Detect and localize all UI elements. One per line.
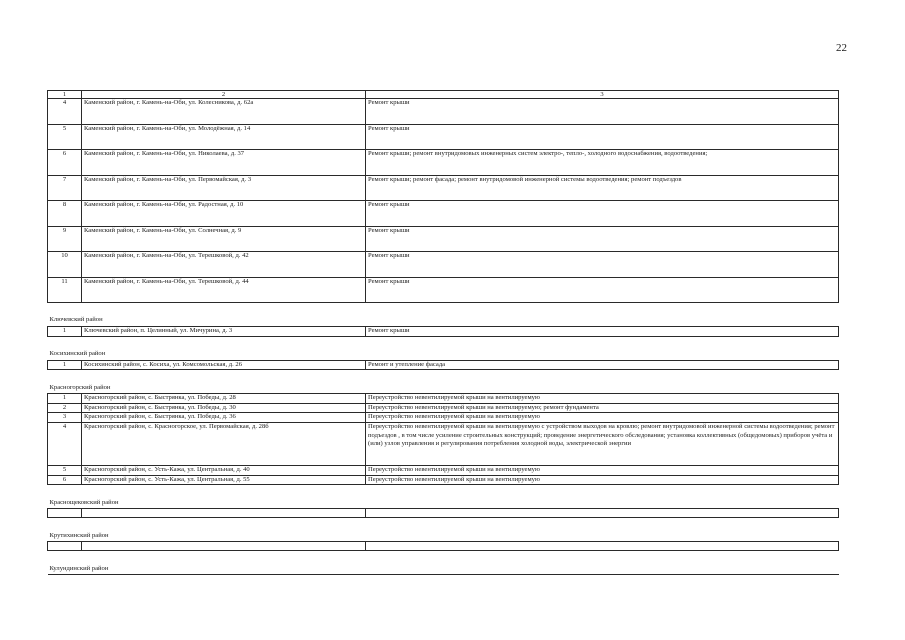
row-number: 8 bbox=[48, 201, 82, 227]
row-number bbox=[48, 509, 82, 518]
table-row bbox=[48, 201, 839, 227]
row-work-type: Ремонт крыши; ремонт внутридомовых инженерных систем электро-, тепло-, холодного водоснабжения, водоотведения; bbox=[366, 150, 839, 176]
row-number: 3 bbox=[48, 413, 82, 423]
row-address: Каменский район, г. Камень-на-Оби, ул. Николаева, д. 37 bbox=[82, 150, 366, 176]
district-heading-row bbox=[48, 336, 839, 360]
row-number bbox=[48, 542, 82, 551]
empty-table-row bbox=[48, 509, 839, 518]
row-number: 5 bbox=[48, 124, 82, 150]
row-number: 9 bbox=[48, 226, 82, 252]
table-row bbox=[48, 475, 839, 485]
row-number: 11 bbox=[48, 277, 82, 303]
district-title: Крутихинский район bbox=[48, 518, 839, 542]
table-row bbox=[48, 99, 839, 125]
table-row bbox=[48, 422, 839, 465]
row-number: 6 bbox=[48, 475, 82, 485]
empty-table-row bbox=[48, 542, 839, 551]
row-number: 5 bbox=[48, 465, 82, 475]
row-address bbox=[82, 542, 366, 551]
row-work-type: Ремонт крыши bbox=[366, 124, 839, 150]
page-number: 22 bbox=[836, 42, 847, 54]
row-work-type: Ремонт крыши bbox=[366, 252, 839, 278]
row-work-type: Ремонт крыши bbox=[366, 277, 839, 303]
district-heading-row bbox=[48, 370, 839, 394]
district-title: Краснощековский район bbox=[48, 485, 839, 509]
row-address: Ключевский район, п. Целинный, ул. Мичурина, д. 3 bbox=[82, 327, 366, 337]
row-work-type: Ремонт крыши bbox=[366, 201, 839, 227]
table-row bbox=[48, 226, 839, 252]
row-address: Каменский район, г. Камень-на-Оби, ул. Колесникова, д. 62а bbox=[82, 99, 366, 125]
row-number: 1 bbox=[48, 394, 82, 404]
table-row bbox=[48, 150, 839, 176]
row-address: Красногорский район, с. Быстрянка, ул. Победы, д. 36 bbox=[82, 413, 366, 423]
column-number-3: 3 bbox=[366, 91, 839, 99]
row-work-type: Ремонт крыши bbox=[366, 327, 839, 337]
table-row bbox=[48, 252, 839, 278]
row-address: Красногорский район, с. Быстрянка, ул. Победы, д. 30 bbox=[82, 403, 366, 413]
row-number: 6 bbox=[48, 150, 82, 176]
row-work-type: Ремонт крыши; ремонт фасада; ремонт внутридомовой инженерной системы водоотведения; ремонт подъездов bbox=[366, 175, 839, 201]
table-row bbox=[48, 394, 839, 404]
column-number-1: 1 bbox=[48, 91, 82, 99]
table-row bbox=[48, 277, 839, 303]
row-address: Каменский район, г. Камень-на-Оби, ул. Первомайская, д. 3 bbox=[82, 175, 366, 201]
row-work-type: Переустройство невентилируемой крыши на вентилируемую с устройством выходов на кровлю; ремонт внутридомовой инженерной системы водоотведения; ремонт подъездов , в том числе усиление строительных конструкций; проведение энергетического обследования; установка коллективных (общедомовых) приборов учёта и (или) узлов управления и регулирования потребления холодной воды, электрической энергии bbox=[366, 422, 839, 465]
table-row bbox=[48, 124, 839, 150]
district-heading-row bbox=[48, 518, 839, 542]
row-work-type: Переустройство невентилируемой крыши на вентилируемую bbox=[366, 465, 839, 475]
row-work-type bbox=[366, 542, 839, 551]
district-title: Кулундинский район bbox=[48, 551, 839, 575]
row-number: 4 bbox=[48, 99, 82, 125]
row-address: Красногорский район, с. Быстрянка, ул. Победы, д. 28 bbox=[82, 394, 366, 404]
district-heading-row bbox=[48, 551, 839, 575]
row-address: Каменский район, г. Камень-на-Оби, ул. Солнечная, д. 9 bbox=[82, 226, 366, 252]
column-number-row bbox=[48, 91, 839, 99]
row-address: Каменский район, г. Камень-на-Оби, ул. Радостная, д. 10 bbox=[82, 201, 366, 227]
row-work-type: Переустройство невентилируемой крыши на вентилируемую; ремонт фундамента bbox=[366, 403, 839, 413]
row-number: 1 bbox=[48, 327, 82, 337]
row-number: 1 bbox=[48, 360, 82, 370]
row-work-type: Переустройство невентилируемой крыши на вентилируемую bbox=[366, 413, 839, 423]
row-address bbox=[82, 509, 366, 518]
row-number: 7 bbox=[48, 175, 82, 201]
district-title: Ключевский район bbox=[48, 303, 839, 327]
column-number-2: 2 bbox=[82, 91, 366, 99]
table-row bbox=[48, 360, 839, 370]
row-address: Красногорский район, с. Красногорское, ул. Первомайская, д. 28б bbox=[82, 422, 366, 465]
table-row bbox=[48, 413, 839, 423]
row-address: Каменский район, г. Камень-на-Оби, ул. Молодёжная, д. 14 bbox=[82, 124, 366, 150]
row-work-type: Ремонт и утепление фасада bbox=[366, 360, 839, 370]
district-title: Красногорский район bbox=[48, 370, 839, 394]
row-address: Каменский район, г. Камень-на-Оби, ул. Терешковой, д. 42 bbox=[82, 252, 366, 278]
district-heading-row bbox=[48, 303, 839, 327]
table-row bbox=[48, 175, 839, 201]
row-address: Красногорский район, с. Усть-Кажа, ул. Центральная, д. 55 bbox=[82, 475, 366, 485]
row-number: 2 bbox=[48, 403, 82, 413]
repair-table bbox=[47, 90, 839, 575]
row-number: 10 bbox=[48, 252, 82, 278]
table-row bbox=[48, 327, 839, 337]
row-work-type: Ремонт крыши bbox=[366, 226, 839, 252]
row-number: 4 bbox=[48, 422, 82, 465]
row-address: Каменский район, г. Камень-на-Оби, ул. Терешковой, д. 44 bbox=[82, 277, 366, 303]
row-address: Косихинский район, с. Косиха, ул. Комсомольская, д. 26 bbox=[82, 360, 366, 370]
row-work-type: Переустройство невентилируемой крыши на вентилируемую bbox=[366, 475, 839, 485]
row-address: Красногорский район, с. Усть-Кажа, ул. Центральная, д. 40 bbox=[82, 465, 366, 475]
district-heading-row bbox=[48, 485, 839, 509]
table-row bbox=[48, 403, 839, 413]
row-work-type: Ремонт крыши bbox=[366, 99, 839, 125]
district-title: Косихинский район bbox=[48, 336, 839, 360]
row-work-type bbox=[366, 509, 839, 518]
row-work-type: Переустройство невентилируемой крыши на вентилируемую bbox=[366, 394, 839, 404]
table-row bbox=[48, 465, 839, 475]
